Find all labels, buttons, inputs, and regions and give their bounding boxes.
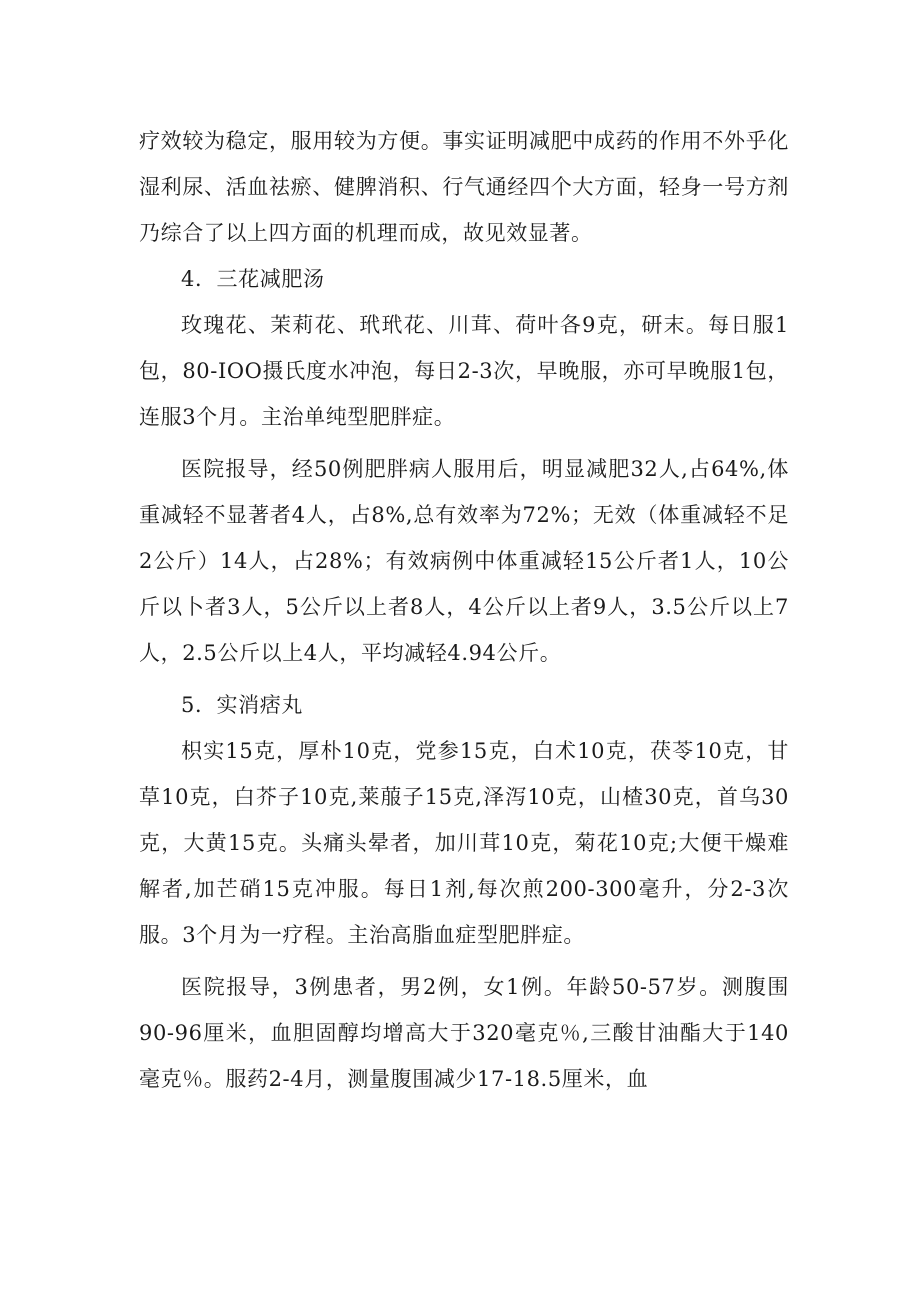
paragraph-sanhua-recipe: 玫瑰花、茉莉花、玳玳花、川茸、荷叶各9克，研末。每日服1包，80-IOO摄氏度水冲泡，每日2-3次，早晚服，亦可早晚服1包，连服3个月。主治单纯型肥胖症。 — [139, 313, 789, 429]
document-body — [139, 118, 789, 1102]
section-heading-shixiao-pi-wan: 5．实消痞丸 — [181, 693, 303, 717]
section-heading-sanhua-tang: 4．三花减肥汤 — [181, 267, 325, 291]
paragraph-sanhua-report: 医院报导，经50例肥胖病人服用后，明显减肥32人,占64%,体重减轻不显著者4人，占8%,总有效率为72%；无效（体重减轻不足2公斤）14人，占28%；有效病例中体重减轻15公斤者1人，10公斤以卜者3人，5公斤以上者8人，4公斤以上者9人，3.5公斤以上7人，2.5公斤以上4人，平均减轻4.94公斤。 — [139, 457, 789, 665]
paragraph-efficacy-summary: 疗效较为稳定，服用较为方便。事实证明减肥中成药的作用不外乎化湿利尿、活血祛瘀、健脾消积、行气通经四个大方面，轻身一号方剂乃综合了以上四方面的机理而成，故见效显著。 — [139, 129, 789, 245]
paragraph-shixiao-recipe: 枳实15克，厚朴10克，党参15克，白术10克，茯苓10克，甘草10克，白芥子10克,莱菔子15克,泽泻10克，山楂30克，首乌30克，大黄15克。头痛头晕者，加川茸10克，菊花10克;大便干燥难解者,加芒硝15克冲服。每日1剂,每次煎200-300毫升，分2-3次服。3个月为一疗程。主治高脂血症型肥胖症。 — [139, 739, 789, 947]
paragraph-shixiao-report: 医院报导，3例患者，男2例，女1例。年龄50-57岁。测腹围90-96厘米，血胆固醇均增高大于320毫克％,三酸甘油酯大于140毫克％。服药2-4月，测量腹围减少17-18.5厘米，血 — [139, 975, 789, 1091]
